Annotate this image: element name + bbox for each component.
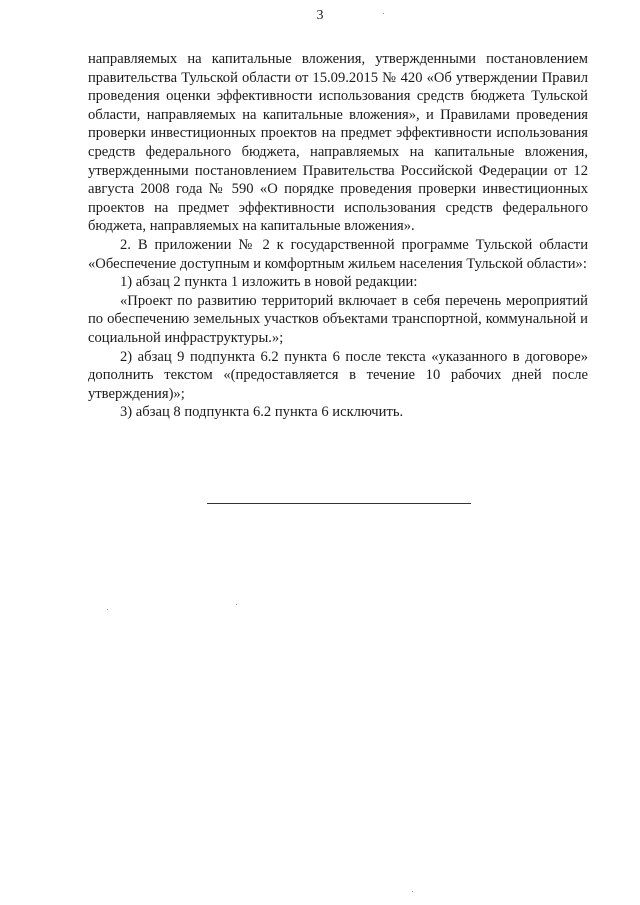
paragraph-2-appendix: 2. В приложении № 2 к государственной программе Тульской области «Обеспечение доступным и комфортным жильем населения Тульской области»: [88, 236, 588, 272]
end-divider-line [207, 503, 471, 504]
paragraph-3-item-1: 1) абзац 2 пункта 1 изложить в новой редакции: [120, 274, 418, 291]
paragraph-6-item-3: 3) абзац 8 подпункта 6.2 пункта 6 исключить. [120, 404, 404, 421]
scan-speck [412, 891, 413, 892]
paragraph-5-item-2: 2) абзац 9 подпункта 6.2 пункта 6 после текста «указанного в договоре» дополнить текстом «(предоставляется в течение 10 рабочих дней после утверждения)»; [88, 348, 588, 402]
document-body [88, 50, 588, 422]
scan-speck [236, 604, 237, 605]
scan-speck [107, 609, 108, 610]
scan-speck [383, 13, 384, 14]
paragraph-1-continuation: направляемых на капитальные вложения, утвержденными постановлением правительства Тульской области от 15.09.2015 № 420 «Об утверждении Правил проведения оценки эффективности использования средств бюджета Тульской области, направляемых на капитальные вложения», и Правилами проведения проверки инвестиционных проектов на предмет эффективности использования средств федерального бюджета, направляемых на капитальные вложения, утвержденными постановлением Правительства Российской Федерации от 12 августа 2008 года № 590 «О порядке проведения проверки инвестиционных проектов на предмет эффективности использования средств федерального бюджета, направляемых на капитальные вложения». [88, 51, 588, 235]
paragraph-4-quote: «Проект по развитию территорий включает в себя перечень мероприятий по обеспечению земельных участков объектами транспортной, коммунальной и социальной инфраструктуры.»; [88, 292, 588, 346]
page-number: 3 [316, 8, 324, 23]
